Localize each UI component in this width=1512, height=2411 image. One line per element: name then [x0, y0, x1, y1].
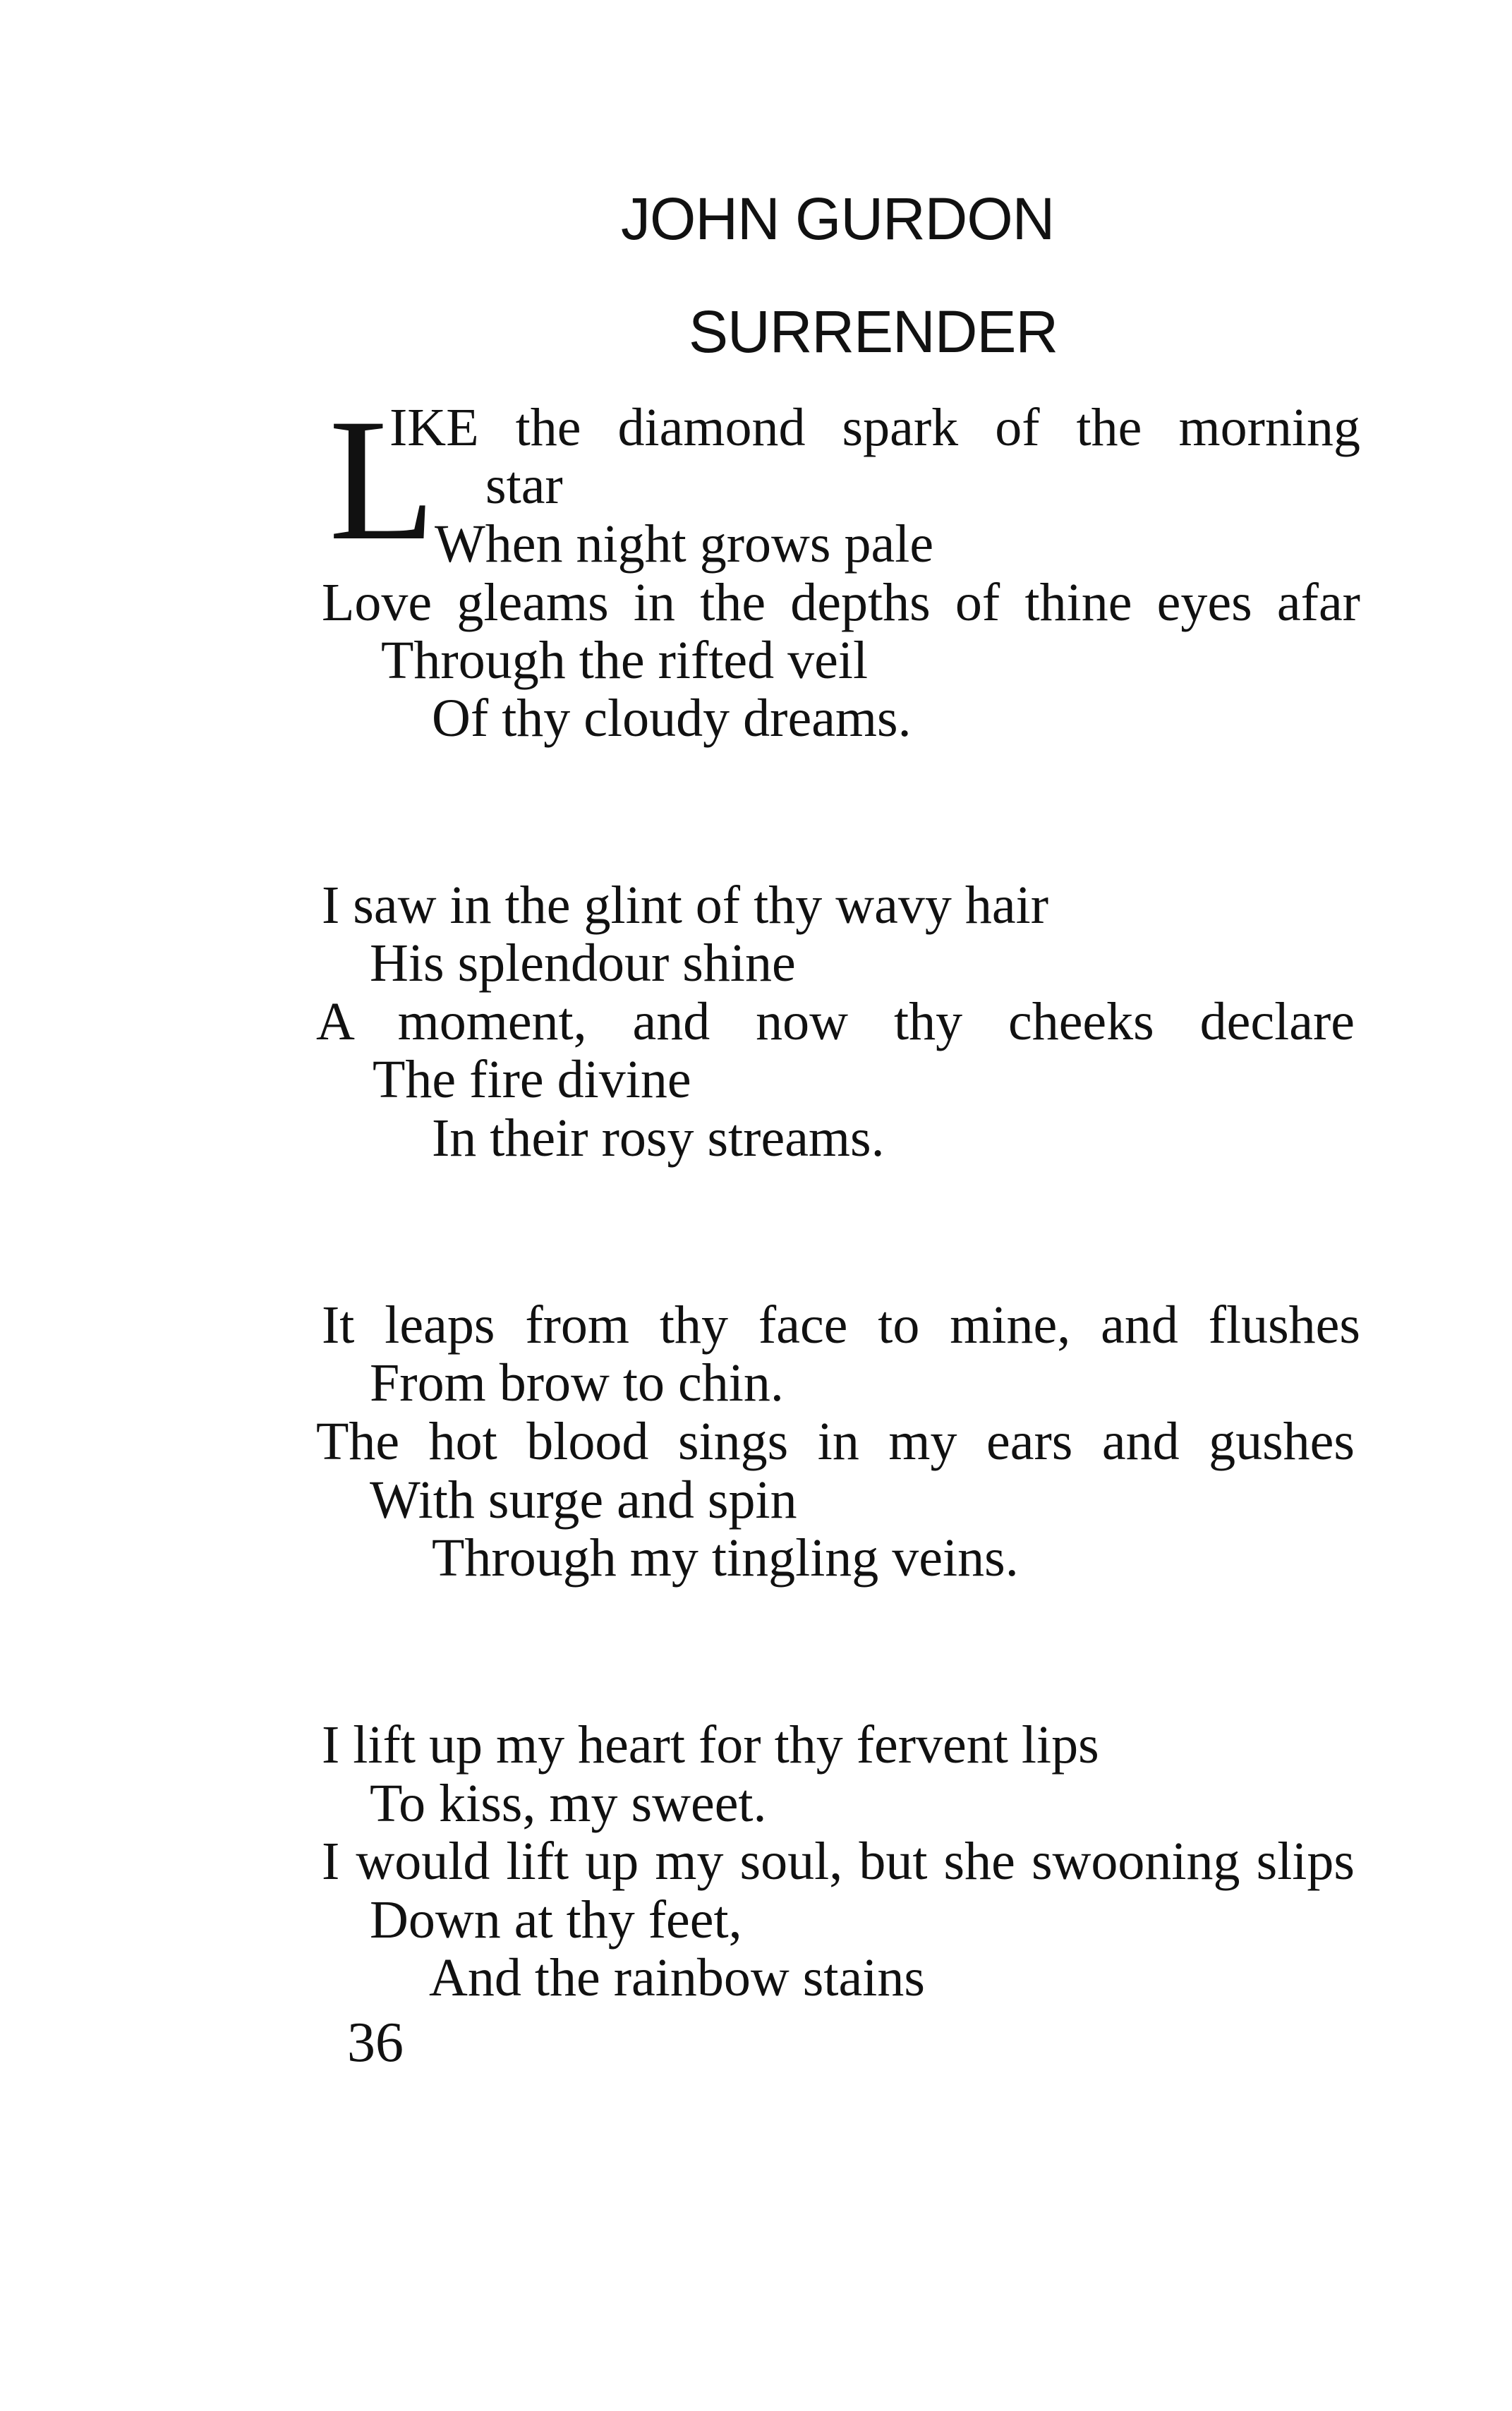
poem-line-1-6: Of thy cloudy dreams. — [432, 689, 912, 748]
page-number: 36 — [347, 2012, 404, 2074]
poem-line-4-4: Down at thy feet, — [370, 1890, 742, 1950]
poem-line-2-5: In their rosy streams. — [432, 1108, 885, 1168]
poem-line-1-1: IKE the diamond spark of the morning — [389, 398, 1360, 457]
poem-line-4-3: I would lift up my soul, but she swooning slips — [322, 1832, 1355, 1891]
drop-cap: L — [329, 382, 436, 576]
poem-line-1-4: Love gleams in the depths of thine eyes afar — [322, 573, 1360, 632]
poem-line-2-2: His splendour shine — [370, 933, 796, 993]
author-heading: JOHN GURDON — [621, 186, 1055, 252]
poem-title: SURRENDER — [689, 298, 1058, 365]
poem-line-3-4: With surge and spin — [370, 1470, 797, 1530]
poem-line-2-3: A moment, and now thy cheeks declare — [316, 992, 1355, 1051]
poem-line-3-2: From brow to chin. — [370, 1353, 784, 1413]
poem-line-2-4: The fire divine — [373, 1050, 691, 1109]
poem-line-4-5: And the rainbow stains — [429, 1948, 925, 2007]
poem-line-3-1: It leaps from thy face to mine, and flushes — [322, 1295, 1360, 1355]
poem-line-1-5: Through the rifted veil — [381, 631, 869, 690]
poem-line-4-1: I lift up my heart for thy fervent lips — [322, 1715, 1099, 1775]
poem-line-3-5: Through my tingling veins. — [432, 1528, 1019, 1588]
poem-line-1-2: star — [485, 456, 563, 515]
poem-line-1-3: When night grows pale — [435, 514, 934, 574]
poem-line-4-2: To kiss, my sweet. — [370, 1774, 767, 1833]
poem-line-3-3: The hot blood sings in my ears and gushes — [316, 1412, 1355, 1471]
poem-line-2-1: I saw in the glint of thy wavy hair — [322, 876, 1049, 935]
